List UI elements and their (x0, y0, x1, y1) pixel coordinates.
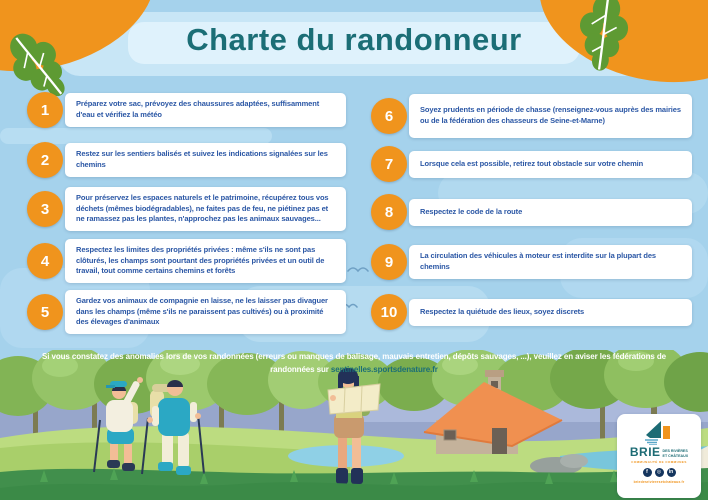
rule-item (371, 94, 692, 138)
rule-item (27, 239, 346, 283)
rule-card (65, 187, 346, 231)
footer-notice (34, 350, 674, 376)
rules-column-left (27, 92, 346, 334)
rule-card (65, 93, 346, 127)
brand-sub-line1: DES RIVIÈRES (662, 449, 688, 454)
rule-text: Respectez les limites des propriétés privées : même s'ils ne sont pas clôturés, les champs sont pourtant des propriétés privées et un outil de travail, tout comme certains chemins et forêts (76, 245, 325, 276)
rule-number-badge: 7 (371, 146, 407, 182)
social-icons (643, 468, 676, 477)
rule-text: La circulation des véhicules à moteur est interdite sur la plupart des chemins (420, 251, 656, 271)
rule-number-badge: 5 (27, 294, 63, 330)
footer-link: sentinelles.sportsdenature.fr (330, 365, 438, 375)
rule-item (371, 194, 692, 230)
rules-column-right (371, 94, 692, 330)
rule-text: Préparez votre sac, prévoyez des chaussures adaptées, suffisamment d'eau et vérifiez la météo (76, 99, 320, 119)
brand-tagline: COMMUNAUTÉ DE COMMUNES (631, 460, 687, 464)
rule-item (27, 92, 346, 128)
rule-number-badge: 6 (371, 98, 407, 134)
rule-item (27, 187, 346, 231)
rule-number-badge: 1 (27, 92, 63, 128)
rule-item (27, 290, 346, 334)
rule-number-badge: 10 (371, 294, 407, 330)
rule-card (65, 290, 346, 334)
rule-card (65, 239, 346, 283)
brand-website: briedesrivieresetchateaux.fr (633, 480, 685, 484)
rule-card (409, 151, 692, 178)
brand-name (630, 446, 688, 458)
rule-number-badge: 3 (27, 191, 63, 227)
rule-card (409, 299, 692, 326)
rule-number-badge: 2 (27, 142, 63, 178)
rule-card (409, 245, 692, 279)
rule-card (409, 94, 692, 138)
rule-item (371, 244, 692, 280)
rule-text: Respectez le code de la route (420, 206, 523, 216)
linkedin-icon: in (667, 468, 676, 477)
rule-text: Soyez prudents en période de chasse (renseignez-vous auprès des mairies ou de la fédération des chasseurs de Seine-et-Marne) (420, 105, 681, 125)
rule-text: Restez sur les sentiers balisés et suivez les indications signalées sur les chemins (76, 149, 328, 169)
rule-card (409, 199, 692, 226)
rule-item (27, 142, 346, 178)
facebook-icon: f (643, 468, 652, 477)
community-logo-card (617, 414, 701, 498)
brie-logo-icon (642, 419, 676, 445)
footer-notice-text: Si vous constatez des anomalies lors de vos randonnées (erreurs ou manques de balisage, mauvais entretien, dépôts sauvages, ...), veuillez en aviser les fédérations de randonnées sur (42, 352, 666, 375)
rule-text: Respectez la quiétude des lieux, soyez discrets (420, 306, 585, 316)
rule-item (371, 146, 692, 182)
rule-text: Lorsque cela est possible, retirez tout obstacle sur votre chemin (420, 158, 644, 168)
rule-number-badge: 4 (27, 243, 63, 279)
page-title: Charte du randonneur (186, 22, 522, 57)
rule-item (371, 294, 692, 330)
brand-sub-line2: ET CHÂTEAUX (662, 453, 689, 458)
instagram-icon: ◎ (655, 468, 664, 477)
rule-text: Pour préservez les espaces naturels et le patrimoine, récupérez tous vos déchets (mêmes biodégradables), ne faites pas de feu, ne piétinez pas et ne ramassez pas les plantes, n'approchez pas les animaux sauvages... (76, 193, 329, 224)
rule-number-badge: 8 (371, 194, 407, 230)
rule-text: Gardez vos animaux de compagnie en laisse, ne les laisser pas divaguer dans les champs (même s'ils ne paraissent pas cultivés) ou à proximité des élevages d'animaux (76, 296, 328, 327)
rule-number-badge: 9 (371, 244, 407, 280)
rule-card (65, 143, 346, 177)
brand-main-label: BRIE (629, 445, 661, 459)
